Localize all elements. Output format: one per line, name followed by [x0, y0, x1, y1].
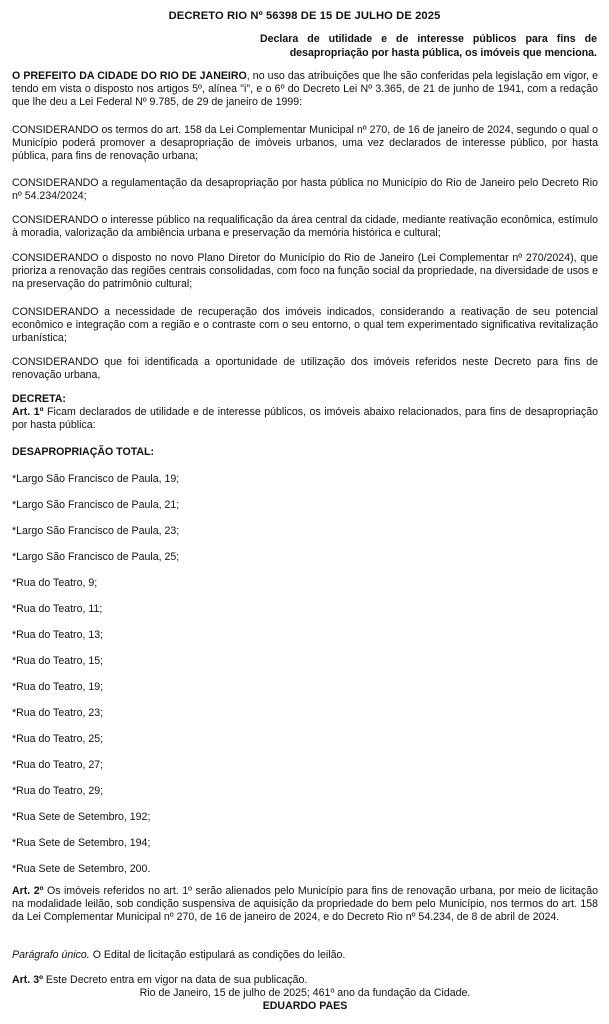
property-item: *Rua do Teatro, 23;	[12, 707, 104, 719]
decree-ementa: Declara de utilidade e de interesse públicos para fins de desapropriação por hasta pública, os imóveis que menciona.	[260, 33, 597, 59]
signature: EDUARDO PAES	[262, 1000, 348, 1012]
decree-title: DECRETO RIO Nº 56398 DE 15 DE JULHO DE 2025	[168, 10, 441, 22]
article-3-text: Este Decreto entra em vigor na data de sua publicação.	[42, 974, 308, 986]
article-1-label: Art. 1º	[12, 406, 44, 418]
paragrafo-label: Parágrafo único.	[12, 949, 90, 961]
considerando-text: CONSIDERANDO os termos do art. 158 da Lei Complementar Municipal nº 270, de 16 de janeiro de 2024, segundo o qual o Município poderá promover a desapropriação de imóveis urbanos, uma vez declarados de interesse público, por hasta pública, para fins de renovação urbana;	[12, 124, 598, 163]
considerando-2	[12, 177, 598, 203]
property-item: *Rua Sete de Setembro, 192;	[12, 811, 151, 823]
property-item: *Rua do Teatro, 15;	[12, 655, 104, 667]
considerando-text: CONSIDERANDO que foi identificada a oportunidade de utilização dos imóveis referidos neste Decreto para fins de renovação urbana,	[12, 356, 598, 382]
considerando-5	[12, 306, 598, 346]
property-item: *Rua do Teatro, 19;	[12, 681, 104, 693]
property-item: *Rua Sete de Setembro, 194;	[12, 837, 151, 849]
preamble-text: , no uso das atribuições que lhe são conferidas pela legislação em vigor, e tendo em vista o disposto nos artigos 5º, alínea "i", e o 6º do Decreto Lei Nº 3.365, de 21 de junho de 1941, com a redação que lhe deu a Lei Federal Nº 9.785, de 29 de janeiro de 1999:	[12, 70, 598, 109]
paragrafo-unico	[12, 949, 598, 962]
property-item: *Rua do Teatro, 25;	[12, 733, 104, 745]
closing-line: Rio de Janeiro, 15 de julho de 2025; 461º ano da fundação da Cidade.	[139, 987, 471, 999]
section-heading: DESAPROPRIAÇÃO TOTAL:	[12, 446, 155, 458]
property-item: *Rua do Teatro, 29;	[12, 785, 104, 797]
property-item: *Rua do Teatro, 27;	[12, 759, 104, 771]
preamble-lead: O PREFEITO DA CIDADE DO RIO DE JANEIRO	[12, 70, 247, 82]
decreta-heading: DECRETA:	[12, 393, 66, 405]
considerando-text: CONSIDERANDO a necessidade de recuperação dos imóveis indicados, considerando a reativação de seu potencial econômico e integração com a região e o contraste com o seu entorno, o qual tem experimentado significativa revitalização urbanística;	[12, 306, 598, 345]
article-3-label: Art. 3º	[12, 974, 43, 986]
considerando-text: CONSIDERANDO o disposto no novo Plano Diretor do Município do Rio de Janeiro (Lei Complementar nº 270/2024), que prioriza a renovação das regiões centrais consolidadas, com foco na função social da propriedade, na diversidade de usos e na preservação do patrimônio cultural;	[12, 252, 598, 291]
article-2	[12, 885, 598, 925]
article-2-text: Os imóveis referidos no art. 1º serão alienados pelo Município para fins de renovação urbana, por meio de licitação na modalidade leilão, sob condição suspensiva de aquisição da propriedade do bem pelo Município, nos termos do art. 158 da Lei Complementar Municipal nº 270, de 16 de janeiro de 2024, e do Decreto Rio nº 54.234, de 8 de abril de 2024.	[12, 885, 598, 924]
paragrafo-text: O Edital de licitação estipulará as condições do leilão.	[89, 949, 346, 961]
article-2-label: Art. 2º	[12, 885, 44, 897]
considerando-text: CONSIDERANDO o interesse público na requalificação da área central da cidade, mediante reativação econômica, estímulo à moradia, valorização da ambiência urbana e preservação da memória histórica e cultural;	[12, 214, 598, 240]
property-item: *Largo São Francisco de Paula, 19;	[12, 473, 180, 485]
considerando-1	[12, 124, 598, 164]
article-3	[12, 974, 598, 987]
property-item: *Largo São Francisco de Paula, 25;	[12, 551, 180, 563]
property-item: *Rua do Teatro, 9;	[12, 577, 98, 589]
article-1	[12, 406, 598, 432]
property-item: *Largo São Francisco de Paula, 23;	[12, 525, 180, 537]
considerando-4	[12, 252, 598, 292]
property-item: *Rua Sete de Setembro, 200.	[12, 863, 151, 875]
property-item: *Rua do Teatro, 13;	[12, 629, 104, 641]
property-item: *Rua do Teatro, 11;	[12, 603, 103, 615]
considerando-text: CONSIDERANDO a regulamentação da desapropriação por hasta pública no Município do Rio de Janeiro pelo Decreto Rio nº 54.234/2024;	[12, 177, 598, 203]
preamble	[12, 70, 598, 110]
considerando-3	[12, 214, 598, 240]
considerando-6	[12, 356, 598, 382]
article-1-text: Ficam declarados de utilidade e de interesse públicos, os imóveis abaixo relacionados, para fins de desapropriação por hasta pública:	[12, 406, 598, 432]
property-item: *Largo São Francisco de Paula, 21;	[12, 499, 180, 511]
